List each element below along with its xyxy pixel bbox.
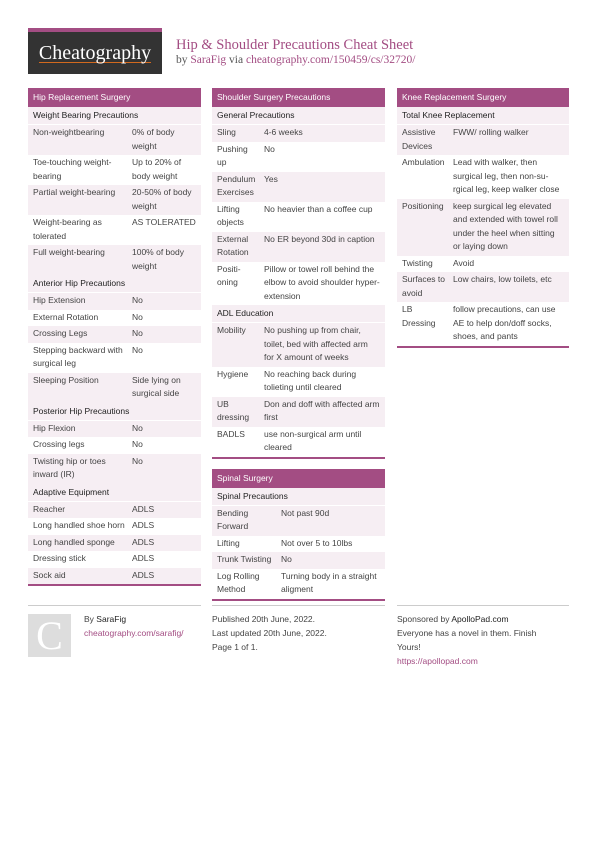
table-row: [28, 454, 201, 484]
row-value: No: [132, 311, 143, 322]
table-row: [28, 185, 201, 215]
table-row: [28, 125, 201, 155]
section-rows: [212, 125, 385, 305]
row-value: No reaching back during tolieting until cleared: [264, 368, 357, 392]
row-value: No heavier than a coffee cup: [264, 203, 373, 214]
row-key: Bending Forward: [217, 507, 249, 531]
via-label: via: [229, 54, 244, 66]
table-row: [212, 323, 385, 367]
table-row: [397, 302, 569, 346]
row-value: No pushing up from chair, toilet, bed with affected arm for X amount of weeks: [264, 325, 368, 362]
section-rows: [28, 421, 201, 484]
column-2: [212, 88, 385, 611]
table-row: [397, 125, 569, 155]
row-value: Not over 5 to 10lbs: [281, 537, 353, 548]
section-heading: Adaptive Equipment: [28, 484, 201, 502]
row-value: follow precautions, can use AE to help don/doff socks, shoes, and pants: [453, 304, 556, 341]
table-row: [212, 552, 385, 569]
table-row: [397, 256, 569, 273]
row-key: Sleeping Position: [33, 374, 99, 385]
row-key: Full weight-bearing: [33, 247, 105, 257]
table-row: [212, 262, 385, 306]
section-heading: Weight Bearing Precautions: [28, 107, 201, 125]
row-key: External Rotation: [217, 233, 249, 257]
row-value: ADLS: [132, 503, 155, 514]
table-row: [212, 569, 385, 599]
row-value: ADLS: [132, 520, 155, 530]
table-row: [212, 427, 385, 457]
row-key: Lifting: [217, 537, 240, 548]
table-row: [28, 326, 201, 343]
row-value: FWW/ rolling walker: [453, 127, 529, 137]
footer-by: By: [84, 614, 94, 624]
row-value: ADLS: [132, 569, 155, 580]
footer-author-link[interactable]: cheatography.com/sarafig/: [84, 628, 184, 638]
table-row: [212, 142, 385, 172]
section-rows: [28, 502, 201, 585]
table-row: [212, 536, 385, 553]
row-value: ADLS: [132, 536, 155, 547]
section-heading: Posterior Hip Precautions: [28, 403, 201, 421]
row-key: Twisting: [402, 257, 433, 268]
row-value: Yes: [264, 173, 278, 184]
row-key: BADLS: [217, 428, 245, 439]
row-value: Don and doff with affected arm first: [264, 398, 380, 422]
row-key: Dressing stick: [33, 553, 86, 563]
sheet-url-link[interactable]: cheatography.com/150459/cs/32720/: [245, 54, 416, 66]
cheat-box: [212, 469, 385, 601]
row-key: Lifting objects: [217, 203, 244, 227]
table-row: [28, 215, 201, 245]
row-value: No: [132, 328, 143, 338]
row-key: Assistive Devices: [402, 127, 436, 151]
row-key: Positioning: [402, 200, 444, 211]
row-value: No: [132, 422, 143, 433]
row-key: Twisting hip or toes inward (IR): [33, 455, 106, 479]
row-value: ADLS: [132, 553, 155, 563]
by-label: by: [176, 54, 188, 66]
section-rows: [212, 323, 385, 457]
byline: [176, 54, 415, 66]
table-row: [397, 199, 569, 256]
table-row: [28, 502, 201, 519]
row-key: Weight-bearing as tolerated: [33, 217, 102, 241]
section-rows: [397, 125, 569, 346]
row-key: Mobility: [217, 325, 246, 335]
row-key: Pendulum Exercises: [217, 173, 256, 197]
row-value: Up to 20% of body weight: [132, 157, 182, 181]
table-row: [28, 535, 201, 552]
row-value: No: [132, 295, 143, 305]
row-value: No: [132, 439, 143, 449]
row-key: Reacher: [33, 503, 66, 514]
row-value: No: [281, 554, 292, 564]
row-value: No: [132, 455, 143, 466]
row-value: Low chairs, low toilets, etc: [453, 274, 552, 284]
row-key: Hygiene: [217, 368, 249, 379]
section-heading: ADL Education: [212, 305, 385, 323]
table-row: [28, 293, 201, 310]
row-key: Trunk Twisting: [217, 554, 272, 564]
page-number: Page 1 of 1.: [212, 642, 258, 652]
cheat-box: [28, 88, 201, 586]
box-title: Knee Replacement Surgery: [397, 88, 569, 107]
sponsored-by: Sponsored by: [397, 614, 450, 624]
section-rows: [28, 125, 201, 275]
table-row: [28, 551, 201, 568]
section-heading: Spinal Precautions: [212, 488, 385, 506]
table-row: [212, 172, 385, 202]
row-key: Sling: [217, 127, 236, 137]
box-title: Shoulder Surgery Precautions: [212, 88, 385, 107]
box-title: Spinal Surgery: [212, 469, 385, 488]
cheatography-logo[interactable]: [28, 28, 162, 74]
table-row: [212, 397, 385, 427]
row-value: 4-6 weeks: [264, 127, 303, 137]
row-value: 100% of body weight: [132, 247, 184, 271]
sponsor-name: ApolloPad.com: [451, 614, 509, 624]
table-row: [28, 310, 201, 327]
section-heading: General Precautions: [212, 107, 385, 125]
row-value: No: [264, 143, 275, 154]
table-row: [28, 343, 201, 373]
author-link[interactable]: SaraFig: [190, 54, 227, 66]
row-key: External Rotation: [33, 311, 99, 322]
row-value: 20-50% of body weight: [132, 187, 192, 211]
row-key: Stepping backward with surgical leg: [33, 344, 123, 368]
table-row: [397, 155, 569, 199]
row-key: LB Dressing: [402, 304, 436, 328]
row-value: AS TOLERATED: [132, 217, 196, 227]
row-value: Avoid: [453, 257, 475, 268]
table-row: [28, 245, 201, 275]
row-key: Ambulation: [402, 157, 445, 167]
row-value: Pillow or towel roll behind the elbow to avoid shoulder hyper-extension: [264, 263, 380, 301]
avatar: C: [28, 614, 71, 657]
footer-dates: [212, 605, 385, 654]
row-value: No: [132, 344, 143, 355]
row-key: Crossing Legs: [33, 328, 88, 338]
row-key: Partial weight-bearing: [33, 187, 116, 197]
table-row: [28, 373, 201, 403]
logo-text: Cheatography: [38, 41, 152, 64]
row-value: 0% of body weight: [132, 127, 175, 151]
section-heading: Total Knee Replacement: [397, 107, 569, 125]
row-key: Hip Flexion: [33, 422, 76, 433]
row-key: Surfaces to avoid: [402, 274, 445, 298]
row-key: Sock aid: [33, 569, 66, 580]
table-row: [397, 272, 569, 302]
sponsor-link[interactable]: https://apollopad.com: [397, 656, 478, 666]
row-key: Non-weightbearing: [33, 127, 105, 137]
table-row: [212, 506, 385, 536]
row-key: Pushing up: [217, 143, 248, 167]
row-key: Crossing legs: [33, 439, 85, 449]
row-key: Log Rolling Method: [217, 570, 260, 594]
table-row: [212, 202, 385, 232]
row-value: use non-surgical arm until cleared: [264, 428, 362, 452]
updated-date: Last updated 20th June, 2022.: [212, 628, 327, 638]
row-value: keep surgical leg elevated and extended with towel roll under the heel when sitting or laying down: [453, 200, 558, 251]
row-value: Turning body in a straight aligment: [281, 570, 377, 594]
row-key: UB dressing: [217, 398, 250, 422]
row-value: Not past 90d: [281, 507, 330, 518]
row-value: No ER beyond 30d in caption: [264, 233, 375, 244]
page-title: Hip & Shoulder Precautions Cheat Sheet: [176, 37, 414, 53]
row-value: Lead with walker, then surgical leg, then non-surgical leg, keep walker close: [453, 157, 560, 194]
row-key: Long handled shoe horn: [33, 520, 125, 530]
column-3: [397, 88, 569, 358]
section-rows: [212, 506, 385, 599]
table-row: [212, 125, 385, 142]
footer-author: [28, 605, 201, 665]
table-row: [28, 155, 201, 185]
published-date: Published 20th June, 2022.: [212, 614, 316, 624]
row-value: Side lying on surgical side: [132, 374, 181, 398]
row-key: Positioning: [217, 263, 241, 287]
column-1: [28, 88, 201, 596]
sponsor-text: Everyone has a novel in them. Finish Yours!: [397, 628, 537, 652]
footer-author-name: SaraFig: [96, 614, 127, 624]
row-key: Hip Extension: [33, 295, 86, 305]
footer-sponsor: [397, 605, 569, 668]
section-heading: Anterior Hip Precautions: [28, 275, 201, 293]
table-row: [28, 421, 201, 438]
table-row: [212, 367, 385, 397]
table-row: [212, 232, 385, 262]
table-row: [28, 518, 201, 535]
cheat-box: [397, 88, 569, 348]
section-rows: [28, 293, 201, 403]
row-key: Toe-touching weight-bearing: [33, 157, 112, 181]
table-row: [28, 437, 201, 454]
row-key: Long handled sponge: [33, 536, 115, 547]
cheat-box: [212, 88, 385, 459]
box-title: Hip Replacement Surgery: [28, 88, 201, 107]
table-row: [28, 568, 201, 585]
